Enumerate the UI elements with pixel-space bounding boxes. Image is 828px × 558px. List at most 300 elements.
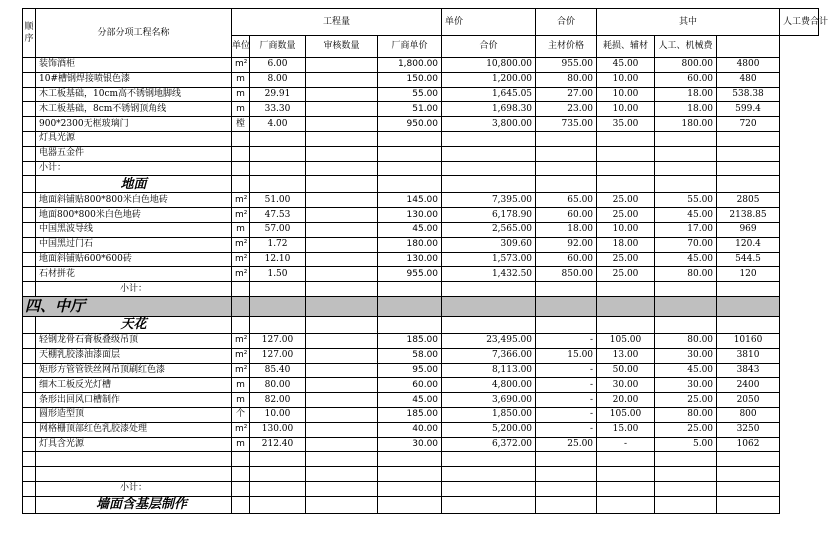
vendor-qty-cell: 51.00 xyxy=(250,193,306,208)
seq-cell xyxy=(23,193,36,208)
labor-machine-cell xyxy=(655,131,717,146)
vendor-qty-cell: 127.00 xyxy=(250,333,306,348)
labor-machine-cell xyxy=(655,316,717,333)
audit-qty-cell xyxy=(306,348,378,363)
vendor-qty-cell xyxy=(250,146,306,161)
unit-price-cell: 30.00 xyxy=(378,437,442,452)
group-heading: 地面 xyxy=(36,176,232,193)
labor-machine-cell: 800.00 xyxy=(655,58,717,73)
audit-qty-cell xyxy=(306,117,378,132)
item-name: 地面斜铺贴600*600砖 xyxy=(36,252,232,267)
material-price-cell: - xyxy=(536,378,597,393)
header-name: 分部分项工程名称 xyxy=(36,9,232,58)
seq-cell xyxy=(23,316,36,333)
audit-qty-cell xyxy=(306,176,378,193)
section-fill-cell xyxy=(442,296,536,316)
labor-total-cell xyxy=(717,467,780,482)
labor-total-cell: 2400 xyxy=(717,378,780,393)
material-price-cell: 65.00 xyxy=(536,193,597,208)
unit-cell xyxy=(232,131,250,146)
labor-machine-cell: 70.00 xyxy=(655,237,717,252)
unit-cell xyxy=(232,316,250,333)
audit-qty-cell xyxy=(306,267,378,282)
item-name: 中国黑波导线 xyxy=(36,222,232,237)
material-price-cell: 60.00 xyxy=(536,208,597,223)
total-cell: 10,800.00 xyxy=(442,58,536,73)
labor-machine-cell: 80.00 xyxy=(655,333,717,348)
labor-machine-cell: 45.00 xyxy=(655,208,717,223)
table-row xyxy=(23,407,819,422)
consumables-cell: 13.00 xyxy=(597,348,655,363)
header-unit: 单位 xyxy=(232,36,250,58)
unit-cell: m xyxy=(232,87,250,102)
vendor-qty-cell: 82.00 xyxy=(250,393,306,408)
audit-qty-cell xyxy=(306,208,378,223)
unit-cell: m² xyxy=(232,208,250,223)
section-fill-cell xyxy=(232,296,250,316)
section-fill-cell xyxy=(655,296,717,316)
header-of-which: 其中 xyxy=(597,9,780,36)
material-price-cell: 18.00 xyxy=(536,222,597,237)
audit-qty-cell xyxy=(306,222,378,237)
labor-machine-cell: 18.00 xyxy=(655,102,717,117)
header-vendor-unit-price: 厂商单价 xyxy=(378,36,442,58)
labor-total-cell xyxy=(717,146,780,161)
consumables-cell: 10.00 xyxy=(597,87,655,102)
labor-total-cell: 3843 xyxy=(717,363,780,378)
labor-machine-cell: 5.00 xyxy=(655,437,717,452)
consumables-cell: 10.00 xyxy=(597,72,655,87)
unit-price-cell: 58.00 xyxy=(378,348,442,363)
item-name: 小计： xyxy=(36,282,232,297)
item-name: 圆形造型顶 xyxy=(36,407,232,422)
consumables-cell xyxy=(597,481,655,496)
seq-cell xyxy=(23,237,36,252)
total-cell xyxy=(442,316,536,333)
audit-qty-cell xyxy=(306,363,378,378)
item-name: 灯具含光源 xyxy=(36,437,232,452)
labor-machine-cell: 25.00 xyxy=(655,422,717,437)
material-price-cell: 60.00 xyxy=(536,252,597,267)
labor-machine-cell xyxy=(655,282,717,297)
consumables-cell: 10.00 xyxy=(597,102,655,117)
header-total: 合价 xyxy=(442,36,536,58)
vendor-qty-cell: 80.00 xyxy=(250,378,306,393)
vendor-qty-cell xyxy=(250,176,306,193)
vendor-qty-cell xyxy=(250,161,306,176)
item-name: 电器五金件 xyxy=(36,146,232,161)
labor-machine-cell: 30.00 xyxy=(655,348,717,363)
consumables-cell xyxy=(597,316,655,333)
total-cell: 3,690.00 xyxy=(442,393,536,408)
total-cell: 1,573.00 xyxy=(442,252,536,267)
total-cell: 3,800.00 xyxy=(442,117,536,132)
table-row xyxy=(23,393,819,408)
material-price-cell xyxy=(536,467,597,482)
labor-total-cell xyxy=(717,452,780,467)
audit-qty-cell xyxy=(306,72,378,87)
item-name xyxy=(36,467,232,482)
item-name: 灯具光源 xyxy=(36,131,232,146)
vendor-qty-cell: 130.00 xyxy=(250,422,306,437)
group-heading-row xyxy=(23,316,819,333)
seq-cell xyxy=(23,393,36,408)
seq-cell xyxy=(23,333,36,348)
seq-cell xyxy=(23,481,36,496)
labor-machine-cell xyxy=(655,452,717,467)
vendor-qty-cell xyxy=(250,316,306,333)
consumables-cell: 25.00 xyxy=(597,193,655,208)
subtotal-row xyxy=(23,282,819,297)
total-cell: 6,372.00 xyxy=(442,437,536,452)
audit-qty-cell xyxy=(306,237,378,252)
header-audit-qty: 审核数量 xyxy=(306,36,378,58)
total-cell xyxy=(442,176,536,193)
audit-qty-cell xyxy=(306,87,378,102)
unit-cell: m² xyxy=(232,252,250,267)
material-price-cell: - xyxy=(536,393,597,408)
unit-cell xyxy=(232,452,250,467)
unit-price-cell: 45.00 xyxy=(378,222,442,237)
total-cell: 23,495.00 xyxy=(442,333,536,348)
total-cell: 4,800.00 xyxy=(442,378,536,393)
section-fill-cell xyxy=(378,296,442,316)
labor-machine-cell xyxy=(655,176,717,193)
table-row xyxy=(23,222,819,237)
table-row xyxy=(23,437,819,452)
material-price-cell xyxy=(536,161,597,176)
vendor-qty-cell: 127.00 xyxy=(250,348,306,363)
unit-price-cell xyxy=(378,282,442,297)
material-price-cell xyxy=(536,131,597,146)
material-price-cell: 25.00 xyxy=(536,437,597,452)
table-row xyxy=(23,102,819,117)
unit-price-cell: 1,800.00 xyxy=(378,58,442,73)
unit-cell xyxy=(232,161,250,176)
audit-qty-cell xyxy=(306,452,378,467)
vendor-qty-cell: 29.91 xyxy=(250,87,306,102)
consumables-cell: 45.00 xyxy=(597,58,655,73)
unit-price-cell: 150.00 xyxy=(378,72,442,87)
seq-cell xyxy=(23,363,36,378)
total-cell: 1,850.00 xyxy=(442,407,536,422)
labor-machine-cell: 17.00 xyxy=(655,222,717,237)
unit-price-cell: 185.00 xyxy=(378,333,442,348)
quote-table xyxy=(22,8,828,514)
labor-total-cell xyxy=(717,481,780,496)
unit-price-cell xyxy=(378,316,442,333)
table-row xyxy=(23,72,819,87)
total-cell xyxy=(442,282,536,297)
audit-qty-cell xyxy=(306,407,378,422)
labor-total-cell: 969 xyxy=(717,222,780,237)
unit-price-cell: 51.00 xyxy=(378,102,442,117)
header-labor-machine: 人工、机械费 xyxy=(655,36,717,58)
material-price-cell: 15.00 xyxy=(536,348,597,363)
material-price-cell: - xyxy=(536,422,597,437)
consumables-cell xyxy=(597,146,655,161)
labor-machine-cell: 18.00 xyxy=(655,87,717,102)
audit-qty-cell xyxy=(306,481,378,496)
labor-total-cell: 800 xyxy=(717,407,780,422)
total-cell xyxy=(442,146,536,161)
labor-total-cell: 4800 xyxy=(717,58,780,73)
consumables-cell: - xyxy=(597,437,655,452)
section-title: 四、中厅 xyxy=(23,296,232,316)
labor-machine-cell: 45.00 xyxy=(655,252,717,267)
table-row xyxy=(23,452,819,467)
section-fill-cell xyxy=(597,296,655,316)
table-row xyxy=(23,422,819,437)
seq-cell xyxy=(23,452,36,467)
seq-cell xyxy=(23,348,36,363)
total-cell xyxy=(442,496,536,513)
table-row xyxy=(23,378,819,393)
seq-cell xyxy=(23,282,36,297)
item-name: 木工板基础，8cm不锈钢顶角线 xyxy=(36,102,232,117)
unit-price-cell xyxy=(378,452,442,467)
unit-cell: m² xyxy=(232,348,250,363)
consumables-cell xyxy=(597,131,655,146)
material-price-cell xyxy=(536,282,597,297)
seq-cell xyxy=(23,407,36,422)
section-fill-cell xyxy=(306,296,378,316)
consumables-cell: 20.00 xyxy=(597,393,655,408)
consumables-cell: 30.00 xyxy=(597,378,655,393)
item-name: 中国黑过门石 xyxy=(36,237,232,252)
vendor-qty-cell: 57.00 xyxy=(250,222,306,237)
labor-machine-cell: 60.00 xyxy=(655,72,717,87)
seq-cell xyxy=(23,467,36,482)
item-name: 小计： xyxy=(36,161,232,176)
section-fill-cell xyxy=(717,296,780,316)
header-seq: 顺序 xyxy=(23,9,36,58)
labor-total-cell: 538.38 xyxy=(717,87,780,102)
unit-cell: m xyxy=(232,102,250,117)
table-row xyxy=(23,87,819,102)
seq-cell xyxy=(23,117,36,132)
table-row xyxy=(23,58,819,73)
unit-cell: m² xyxy=(232,363,250,378)
consumables-cell: 50.00 xyxy=(597,363,655,378)
unit-price-cell: 45.00 xyxy=(378,393,442,408)
labor-total-cell: 3810 xyxy=(717,348,780,363)
vendor-qty-cell: 212.40 xyxy=(250,437,306,452)
item-name: 条形出回风口槽制作 xyxy=(36,393,232,408)
labor-total-cell: 1062 xyxy=(717,437,780,452)
material-price-cell: 92.00 xyxy=(536,237,597,252)
unit-price-cell xyxy=(378,146,442,161)
seq-cell xyxy=(23,102,36,117)
audit-qty-cell xyxy=(306,102,378,117)
material-price-cell: 80.00 xyxy=(536,72,597,87)
unit-price-cell xyxy=(378,481,442,496)
vendor-qty-cell: 4.00 xyxy=(250,117,306,132)
unit-price-cell: 950.00 xyxy=(378,117,442,132)
seq-cell xyxy=(23,72,36,87)
audit-qty-cell xyxy=(306,131,378,146)
consumables-cell: 15.00 xyxy=(597,422,655,437)
audit-qty-cell xyxy=(306,161,378,176)
audit-qty-cell xyxy=(306,193,378,208)
total-cell xyxy=(442,481,536,496)
labor-machine-cell: 30.00 xyxy=(655,378,717,393)
material-price-cell: 27.00 xyxy=(536,87,597,102)
material-price-cell: 23.00 xyxy=(536,102,597,117)
total-cell xyxy=(442,452,536,467)
unit-cell: m xyxy=(232,393,250,408)
unit-cell: m² xyxy=(232,422,250,437)
labor-total-cell: 2138.85 xyxy=(717,208,780,223)
material-price-cell xyxy=(536,316,597,333)
table-row xyxy=(23,237,819,252)
unit-cell: m xyxy=(232,72,250,87)
consumables-cell: 18.00 xyxy=(597,237,655,252)
material-price-cell: - xyxy=(536,407,597,422)
group-heading: 天花 xyxy=(36,316,232,333)
seq-cell xyxy=(23,267,36,282)
labor-machine-cell xyxy=(655,467,717,482)
table-row xyxy=(23,146,819,161)
labor-total-cell xyxy=(717,282,780,297)
audit-qty-cell xyxy=(306,422,378,437)
unit-cell xyxy=(232,176,250,193)
seq-cell xyxy=(23,252,36,267)
header-total-group: 合价 xyxy=(536,9,597,36)
labor-total-cell: 599.4 xyxy=(717,102,780,117)
material-price-cell xyxy=(536,496,597,513)
labor-total-cell: 720 xyxy=(717,117,780,132)
vendor-qty-cell: 10.00 xyxy=(250,407,306,422)
labor-total-cell: 2050 xyxy=(717,393,780,408)
seq-cell xyxy=(23,437,36,452)
material-price-cell: 850.00 xyxy=(536,267,597,282)
item-name: 木工板基础，10cm高不锈钢地脚线 xyxy=(36,87,232,102)
consumables-cell: 25.00 xyxy=(597,208,655,223)
consumables-cell: 10.00 xyxy=(597,222,655,237)
unit-price-cell: 145.00 xyxy=(378,193,442,208)
table-row xyxy=(23,117,819,132)
labor-total-cell xyxy=(717,161,780,176)
vendor-qty-cell xyxy=(250,481,306,496)
consumables-cell xyxy=(597,467,655,482)
labor-total-cell: 544.5 xyxy=(717,252,780,267)
total-cell: 5,200.00 xyxy=(442,422,536,437)
unit-cell: 樘 xyxy=(232,117,250,132)
total-cell: 7,395.00 xyxy=(442,193,536,208)
unit-cell xyxy=(232,282,250,297)
unit-price-cell xyxy=(378,131,442,146)
total-cell: 309.60 xyxy=(442,237,536,252)
vendor-qty-cell xyxy=(250,282,306,297)
table-row xyxy=(23,267,819,282)
unit-price-cell: 130.00 xyxy=(378,208,442,223)
unit-price-cell: 955.00 xyxy=(378,267,442,282)
unit-price-cell: 40.00 xyxy=(378,422,442,437)
section-row xyxy=(23,296,819,316)
table-row xyxy=(23,363,819,378)
material-price-cell xyxy=(536,176,597,193)
item-name: 10#槽钢焊接喷银色漆 xyxy=(36,72,232,87)
total-cell: 8,113.00 xyxy=(442,363,536,378)
total-cell: 1,698.30 xyxy=(442,102,536,117)
labor-machine-cell: 45.00 xyxy=(655,363,717,378)
labor-total-cell: 480 xyxy=(717,72,780,87)
consumables-cell xyxy=(597,176,655,193)
vendor-qty-cell xyxy=(250,452,306,467)
labor-machine-cell xyxy=(655,146,717,161)
header-labor-total: 人工费合计 xyxy=(780,9,819,36)
audit-qty-cell xyxy=(306,437,378,452)
group-heading-row xyxy=(23,176,819,193)
unit-price-cell xyxy=(378,496,442,513)
item-name: 轻钢龙骨石膏板叠级吊顶 xyxy=(36,333,232,348)
table-row xyxy=(23,193,819,208)
unit-cell: m xyxy=(232,378,250,393)
labor-machine-cell: 80.00 xyxy=(655,407,717,422)
item-name: 地面800*800米白色地砖 xyxy=(36,208,232,223)
vendor-qty-cell: 8.00 xyxy=(250,72,306,87)
labor-total-cell xyxy=(717,316,780,333)
table-row xyxy=(23,252,819,267)
seq-cell xyxy=(23,58,36,73)
table-row xyxy=(23,131,819,146)
unit-price-cell: 185.00 xyxy=(378,407,442,422)
consumables-cell xyxy=(597,452,655,467)
audit-qty-cell xyxy=(306,146,378,161)
material-price-cell: - xyxy=(536,333,597,348)
consumables-cell xyxy=(597,282,655,297)
vendor-qty-cell: 85.40 xyxy=(250,363,306,378)
seq-cell xyxy=(23,422,36,437)
unit-cell: m² xyxy=(232,333,250,348)
consumables-cell: 105.00 xyxy=(597,407,655,422)
labor-machine-cell: 180.00 xyxy=(655,117,717,132)
seq-cell xyxy=(23,378,36,393)
total-cell: 6,178.90 xyxy=(442,208,536,223)
labor-machine-cell xyxy=(655,481,717,496)
total-cell xyxy=(442,161,536,176)
labor-total-cell xyxy=(717,131,780,146)
unit-price-cell: 55.00 xyxy=(378,87,442,102)
table-row xyxy=(23,333,819,348)
table-row xyxy=(23,161,819,176)
unit-cell: 个 xyxy=(232,407,250,422)
consumables-cell xyxy=(597,161,655,176)
header-quantity-group: 工程量 xyxy=(232,9,442,36)
material-price-cell xyxy=(536,481,597,496)
unit-cell xyxy=(232,481,250,496)
seq-cell xyxy=(23,496,36,513)
labor-machine-cell xyxy=(655,496,717,513)
vendor-qty-cell: 1.72 xyxy=(250,237,306,252)
material-price-cell: 955.00 xyxy=(536,58,597,73)
item-name: 石材拼花 xyxy=(36,267,232,282)
labor-total-cell: 120.4 xyxy=(717,237,780,252)
vendor-qty-cell xyxy=(250,131,306,146)
item-name: 矩形方管管铁丝网吊顶刷红色漆 xyxy=(36,363,232,378)
item-name: 地面斜铺贴800*800米白色地砖 xyxy=(36,193,232,208)
unit-cell xyxy=(232,467,250,482)
vendor-qty-cell: 47.53 xyxy=(250,208,306,223)
consumables-cell: 35.00 xyxy=(597,117,655,132)
unit-price-cell xyxy=(378,176,442,193)
unit-price-cell: 130.00 xyxy=(378,252,442,267)
subtotal-row xyxy=(23,481,819,496)
unit-price-cell: 180.00 xyxy=(378,237,442,252)
item-name: 网格栅顶部红色乳胶漆处理 xyxy=(36,422,232,437)
table-row xyxy=(23,208,819,223)
